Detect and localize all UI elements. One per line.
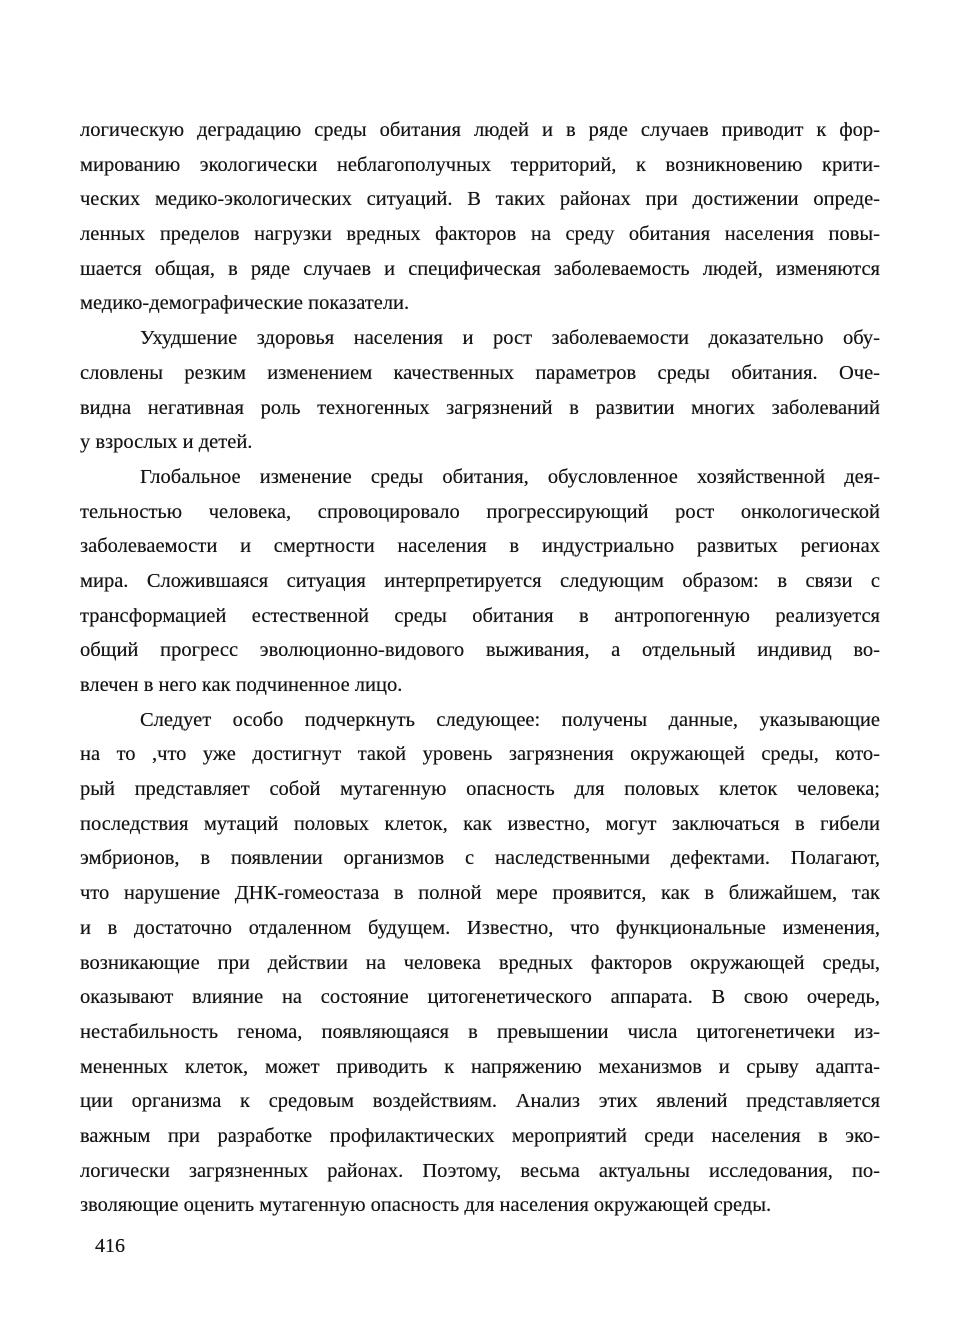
text-line: зволяющие оценить мутагенную опасность для населения окружающей среды. xyxy=(80,1194,772,1217)
text-line: словлены резким изменением качественных параметров среды обитания. Оче- xyxy=(80,361,880,384)
text-line: логически загрязненных районах. Поэтому, весьма актуальны исследования, по- xyxy=(80,1159,880,1182)
paragraph-4 xyxy=(80,703,880,1223)
text-line: общий прогресс эволюционно-видового выживания, а отдельный индивид во- xyxy=(80,639,880,662)
text-line: логическую деградацию среды обитания людей и в ряде случаев приводит к фор- xyxy=(80,119,880,141)
paragraph-2 xyxy=(80,321,880,460)
text-line: нестабильность генома, появляющаяся в превышении числа цитогенетичеки из- xyxy=(80,1020,880,1043)
text-line: шается общая, в ряде случаев и специфическая заболеваемость людей, изменяются xyxy=(80,257,880,280)
text-line: тельностью человека, спровоцировало прогрессирующий рост онкологической xyxy=(80,500,880,523)
text-line: трансформацией естественной среды обитания в антропогенную реализуется xyxy=(80,604,880,627)
paragraph-3 xyxy=(80,460,880,703)
text-line: Следует особо подчеркнуть следующее: получены данные, указывающие xyxy=(140,708,880,731)
text-line: заболеваемости и смертности населения в индустриально развитых регионах xyxy=(80,535,880,558)
text-line: ции организма к средовым воздействиям. Анализ этих явлений представляется xyxy=(80,1090,880,1113)
text-line: на то ,что уже достигнут такой уровень загрязнения окружающей среды, кото- xyxy=(80,743,880,766)
text-line: возникающие при действии на человека вредных факторов окружающей среды, xyxy=(80,951,880,974)
text-line: медико-демографические показатели. xyxy=(80,292,410,315)
text-line: мированию экологически неблагополучных территорий, к возникновению крити- xyxy=(80,153,880,176)
text-line: важным при разработке профилактических мероприятий среди населения в эко- xyxy=(80,1124,880,1147)
text-line: что нарушение ДНК-гомеостаза в полной мере проявится, как в ближайшем, так xyxy=(80,882,880,905)
text-line: эмбрионов, в появлении организмов с наследственными дефектами. Полагают, xyxy=(80,847,880,870)
text-line: у взрослых и детей. xyxy=(80,431,253,454)
text-line: влечен в него как подчиненное лицо. xyxy=(80,674,403,696)
text-line: оказывают влияние на состояние цитогенетического аппарата. В свою очередь, xyxy=(80,986,880,1009)
text-line: Ухудшение здоровья населения и рост заболеваемости доказательно обу- xyxy=(140,327,880,350)
text-line: и в достаточно отдаленном будущем. Известно, что функциональные изменения, xyxy=(80,916,880,939)
text-line: ческих медико-экологических ситуаций. В таких районах при достижении опреде- xyxy=(80,188,880,211)
paragraph-1 xyxy=(80,113,880,321)
text-line: последствия мутаций половых клеток, как известно, могут заключаться в гибели xyxy=(80,812,880,835)
text-line: Глобальное изменение среды обитания, обусловленное хозяйственной дея- xyxy=(140,465,880,488)
text-line: мененных клеток, может приводить к напряжению механизмов и срыву адапта- xyxy=(80,1055,880,1078)
text-line: видна негативная роль техногенных загрязнений в развитии многих заболеваний xyxy=(80,396,880,419)
text-line: рый представляет собой мутагенную опасность для половых клеток человека; xyxy=(80,778,880,801)
text-line: мира. Сложившаяся ситуация интерпретируется следующим образом: в связи с xyxy=(80,569,880,592)
body-text xyxy=(80,113,880,1223)
page-number: 416 xyxy=(95,1235,125,1257)
text-line: ленных пределов нагрузки вредных факторов на среду обитания населения повы- xyxy=(80,223,880,246)
